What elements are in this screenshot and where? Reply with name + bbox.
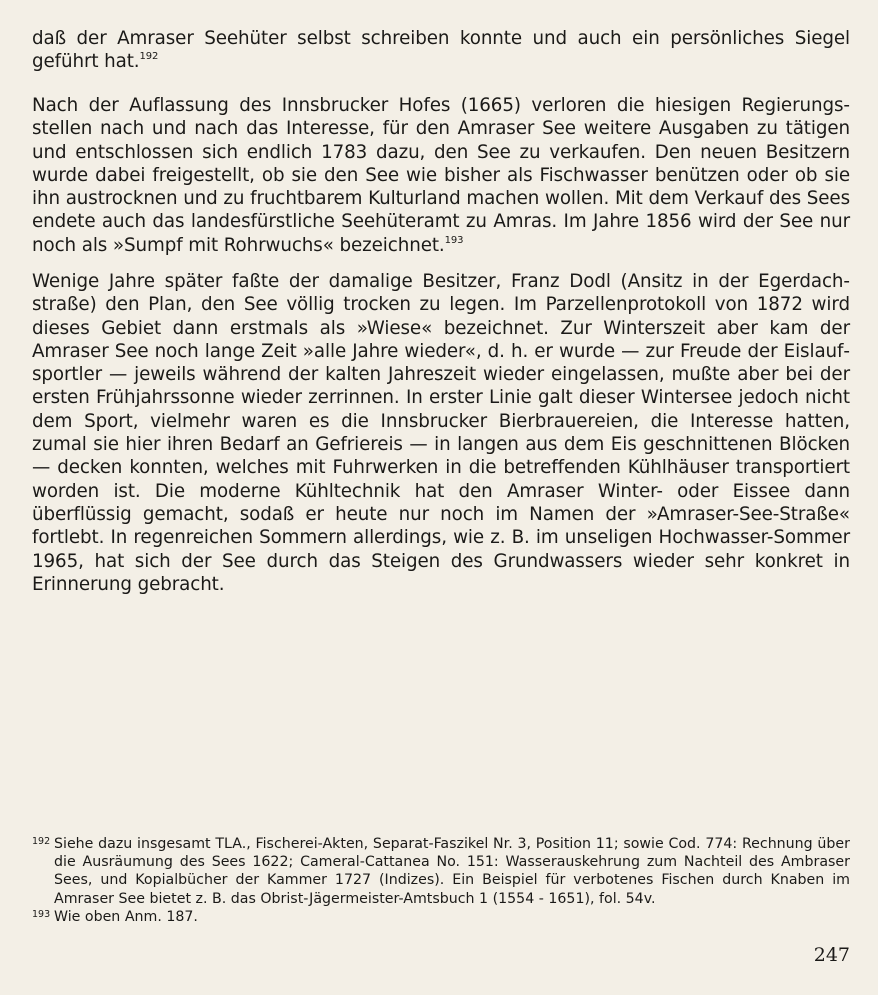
footnote-number: 193	[32, 908, 51, 920]
footnotes	[32, 835, 850, 926]
paragraph-3	[32, 270, 850, 596]
footnote-number: 192	[32, 836, 51, 847]
footnote-ref-193[interactable]: 193	[444, 234, 464, 246]
paragraph-1	[32, 27, 850, 74]
footnote-text: Wie oben Anm. 187.	[54, 908, 198, 925]
footnote-ref-192[interactable]: 192	[139, 51, 159, 63]
paragraph-3-text: Wenige Jahre später faßte der damalige Besitzer, Franz Dodl (Ansitz in der Egerdachstraße) den Plan, den See völlig trocken zu legen. Im Parzellenprotokoll von 1872 wird dieses Gebiet dann erstmals als »Wiese« bezeichnet. Zur Winterszeit aber kam der Amraser See noch lange Zeit »alle Jahre wieder«, d. h. er wurde — zur Freude der Eislaufsportler — jeweils während der kalten Jahreszeit wieder eingelassen, mußte aber bei der ersten Frühjahrssonne wieder zerrinnen. In erster Linie galt dieser Wintersee jedoch nicht dem Sport, vielmehr waren es die Innsbrucker Bierbrauereien, die Interesse hatten, zumal sie hier ihren Bedarf an Gefriereis — in langen aus dem Eis geschnittenen Blöcken — decken konnten, welches mit Fuhrwerken in die betreffenden Kühlhäuser transportiert worden ist. Die moderne Kühltechnik hat den Amraser Winter- oder Eissee dann überflüssig gemacht, sodaß er heute nur noch im Namen der »Amraser-See-Straße« fortlebt. In regenreichen Sommern allerdings, wie z. B. im unseligen Hochwasser-Sommer 1965, hat sich der See durch das Steigen des Grundwassers wieder sehr konkret in Erinnerung gebracht.	[32, 271, 850, 595]
footnote-192	[32, 835, 850, 908]
page-number: 247	[813, 944, 850, 966]
paragraph-2-text: Nach der Auflassung des Innsbrucker Hofes (1665) verloren die hiesigen Regierungsstellen nach und nach das Interesse, für den Amraser See weitere Ausgaben zu tätigen und entschlossen sich endlich 1783 dazu, den See zu verkaufen. Den neuen Besitzern wurde dabei freigestellt, ob sie den See wie bisher als Fischwasser benützen oder ob sie ihn austrocknen und zu fruchtbarem Kulturland machen wollen. Mit dem Verkauf des Sees endete auch das landesfürstliche Seehüteramt zu Amras. Im Jahre 1856 wird der See nur noch als »Sumpf mit Rohrwuchs« bezeichnet.	[32, 95, 850, 256]
paragraph-2	[32, 94, 850, 257]
footnote-text: Siehe dazu insgesamt TLA., Fischerei-Akten, Separat-Faszikel Nr. 3, Position 11; sowie Cod. 774: Rechnung über die Ausräumung des Sees 1622; Cameral-Cattanea No. 151: Wasserauskehrung zum Nachteil des Ambraser Sees, und Kopialbücher der Kammer 1727 (Indizes). Ein Beispiel für verbotenes Fischen durch Knaben im Amraser See bietet z. B. das Obrist-Jägermeister-Amtsbuch 1 (1554 - 1651), fol. 54v.	[54, 836, 850, 907]
paragraph-1-text: daß der Amraser Seehüter selbst schreiben konnte und auch ein persönliches Siegel geführt hat.	[32, 28, 850, 73]
footnote-193	[32, 908, 850, 926]
